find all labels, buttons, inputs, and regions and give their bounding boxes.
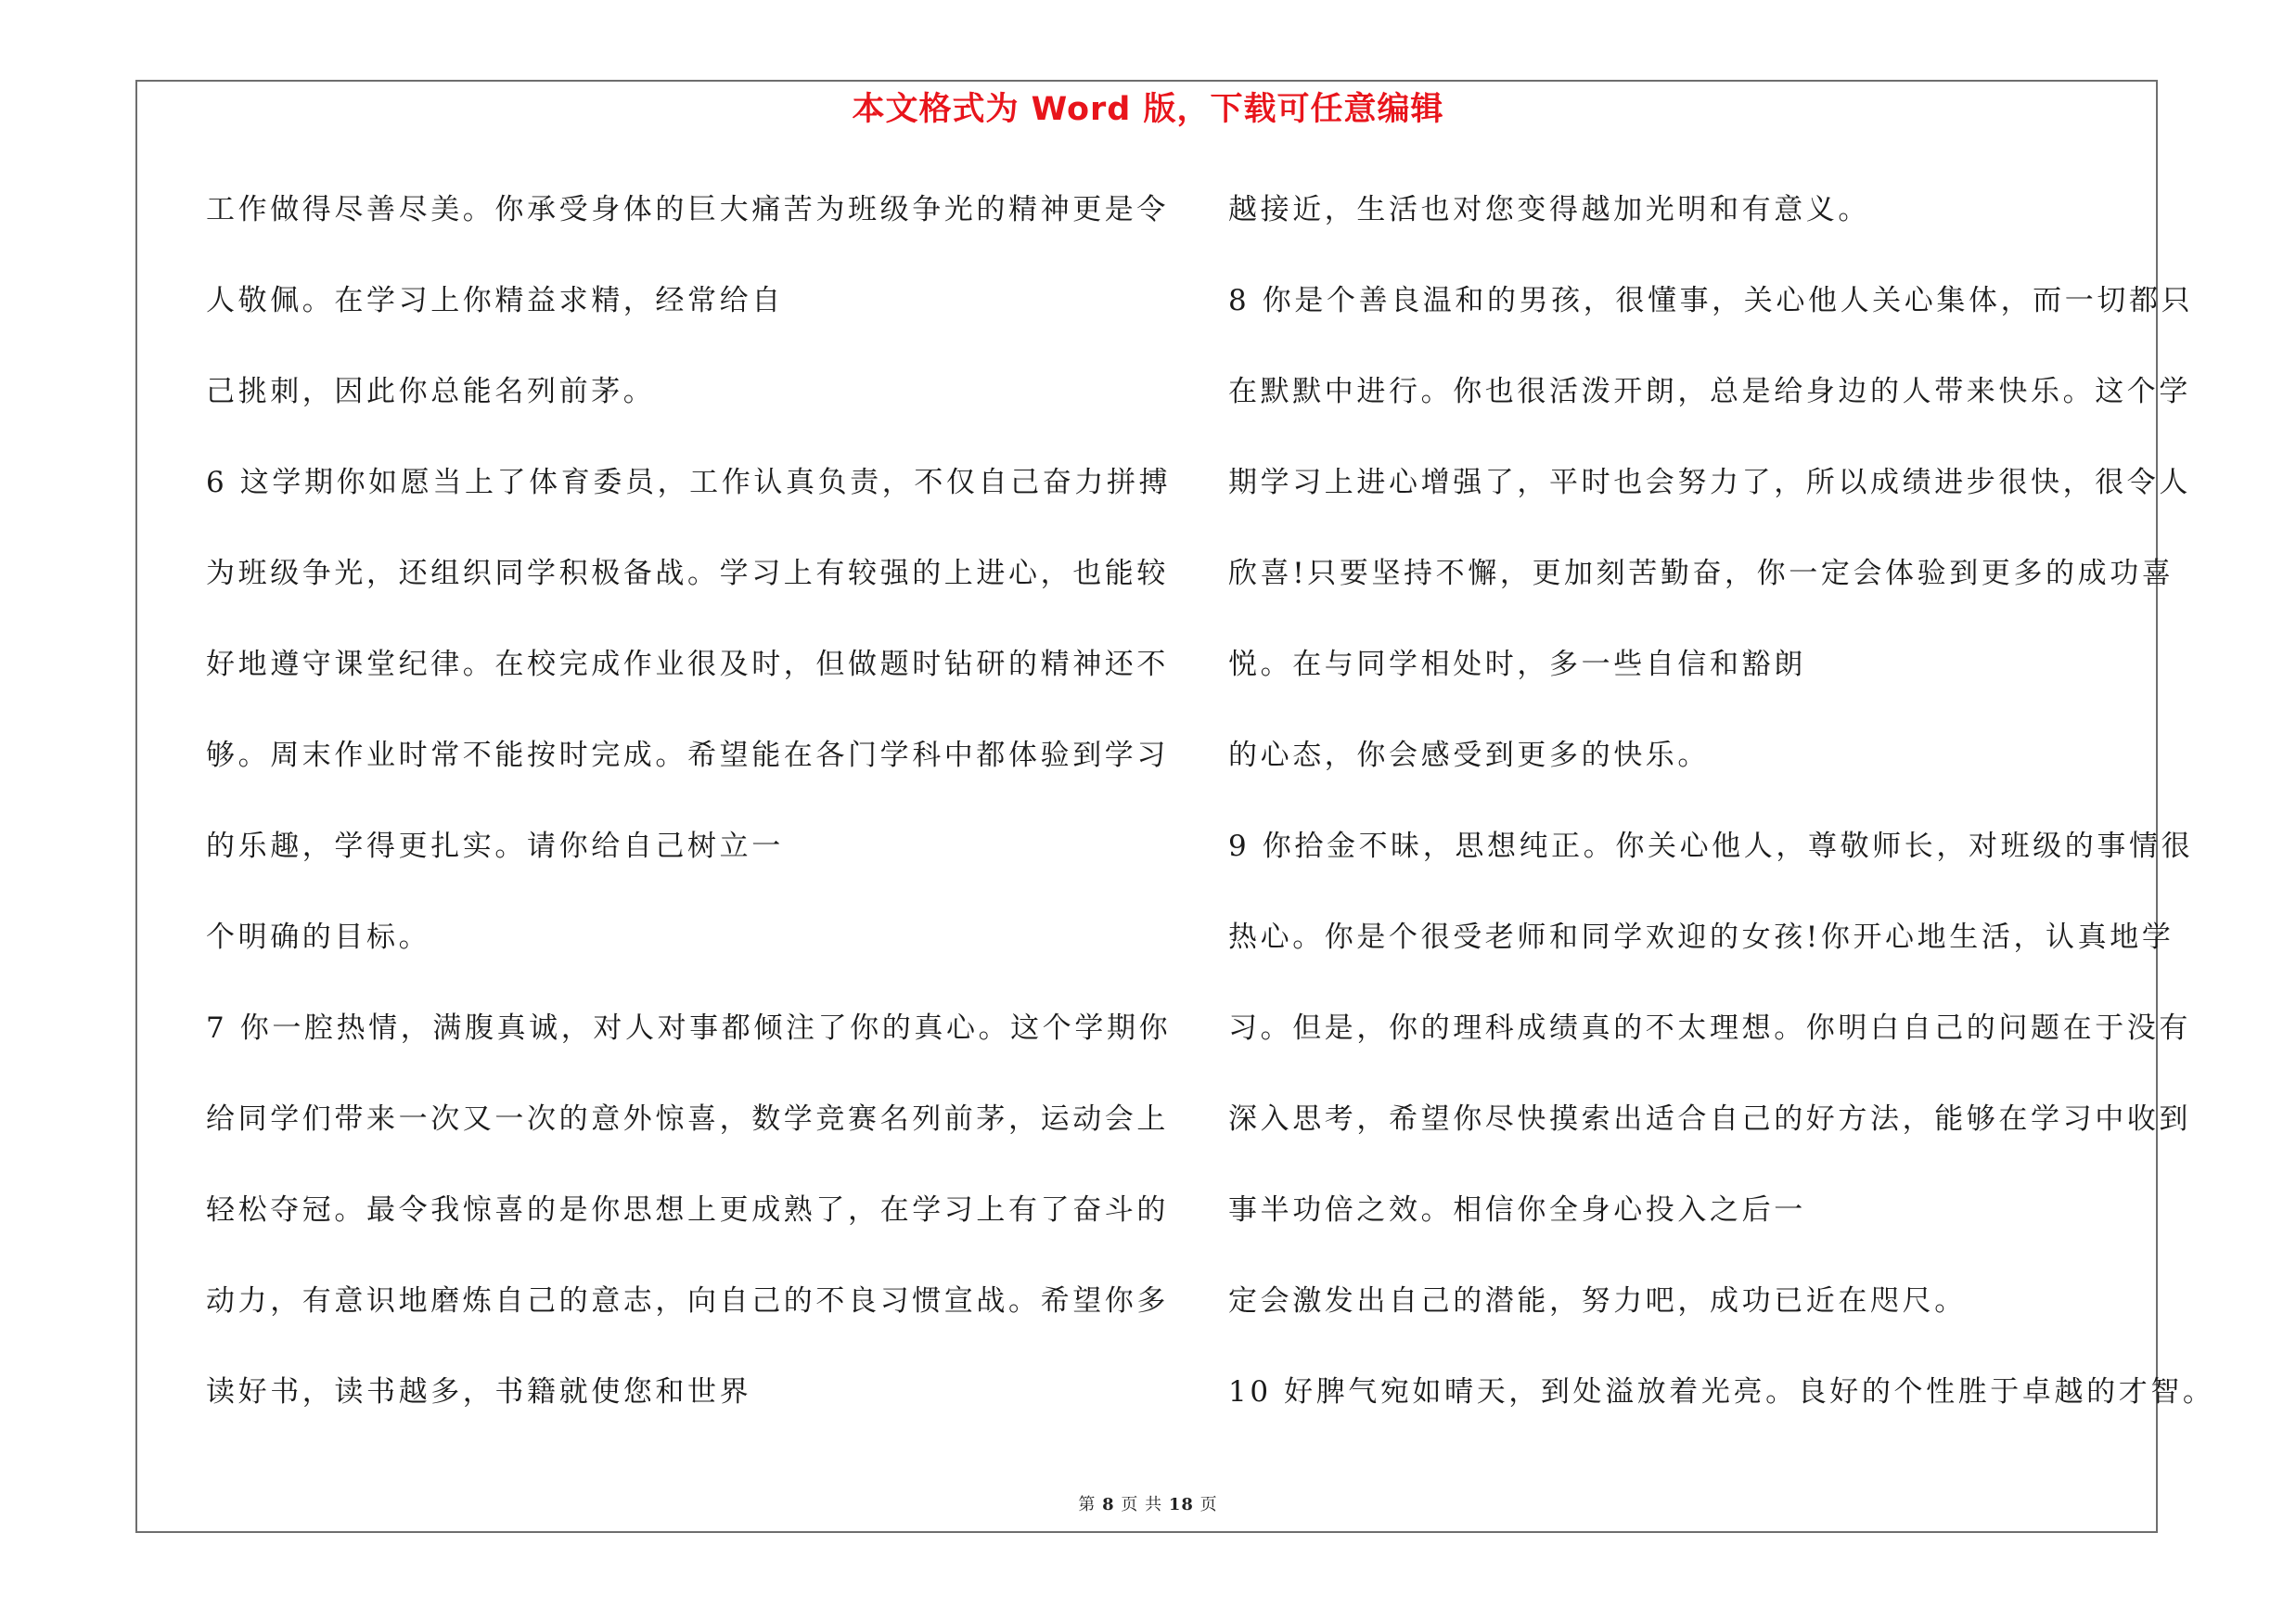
paragraph-line: 为班级争光，还组织同学积极备战。学习上有较强的上进心，也能较 xyxy=(206,557,1169,590)
paragraph-line: 习。但是，你的理科成绩真的不太理想。你明白自己的问题在于没有 xyxy=(1228,1011,2191,1045)
paragraph-line: 读好书，读书越多，书籍就使您和世界 xyxy=(206,1375,752,1409)
left-text-column xyxy=(206,187,1172,1461)
paragraph-line: 够。周末作业时常不能按时完成。希望能在各门学科中都体验到学习 xyxy=(206,739,1169,772)
paragraph-line: 悦。在与同学相处时，多一些自信和豁朗 xyxy=(1228,648,1806,681)
paragraph-line: 人敬佩。在学习上你精益求精，经常给自 xyxy=(206,284,784,317)
paragraph-line: 个明确的目标。 xyxy=(206,921,431,954)
current-page-number: 8 xyxy=(1102,1495,1115,1514)
paragraph-line: 8 你是个善良温和的男孩，很懂事，关心他人关心集体，而一切都只 xyxy=(1228,284,2194,317)
paragraph-line: 10 好脾气宛如晴天，到处溢放着光亮。良好的个性胜于卓越的才智。 xyxy=(1228,1375,2215,1409)
paragraph-line: 期学习上进心增强了，平时也会努力了，所以成绩进步很快，很令人 xyxy=(1228,466,2191,499)
paragraph-line: 越接近，生活也对您变得越加光明和有意义。 xyxy=(1228,193,1870,226)
paragraph-line: 深入思考，希望你尽快摸索出适合自己的好方法，能够在学习中收到 xyxy=(1228,1102,2191,1136)
paragraph-line: 热心。你是个很受老师和同学欢迎的女孩!你开心地生活，认真地学 xyxy=(1228,921,2174,954)
paragraph-line: 的乐趣，学得更扎实。请你给自己树立一 xyxy=(206,830,784,863)
total-pages-number: 18 xyxy=(1168,1495,1194,1514)
paragraph-line: 欣喜!只要坚持不懈，更加刻苦勤奋，你一定会体验到更多的成功喜 xyxy=(1228,557,2174,590)
paragraph-line: 7 你一腔热情，满腹真诚，对人对事都倾注了你的真心。这个学期你 xyxy=(206,1011,1172,1045)
footer-middle: 页 共 xyxy=(1121,1495,1163,1514)
paragraph-line: 9 你拾金不昧，思想纯正。你关心他人，尊敬师长，对班级的事情很 xyxy=(1228,830,2194,863)
paragraph-line: 轻松夺冠。最令我惊喜的是你思想上更成熟了，在学习上有了奋斗的 xyxy=(206,1193,1169,1227)
paragraph-line: 好地遵守课堂纪律。在校完成作业很及时，但做题时钻研的精神还不 xyxy=(206,648,1169,681)
page-footer xyxy=(0,1494,2296,1516)
footer-prefix: 第 xyxy=(1078,1495,1097,1514)
paragraph-line: 动力，有意识地磨炼自己的意志，向自己的不良习惯宣战。希望你多 xyxy=(206,1284,1169,1318)
paragraph-line: 己挑刺，因此你总能名列前茅。 xyxy=(206,375,656,408)
paragraph-line: 在默默中进行。你也很活泼开朗，总是给身边的人带来快乐。这个学 xyxy=(1228,375,2191,408)
document-header-title: 本文格式为 Word 版，下载可任意编辑 xyxy=(852,91,1444,128)
paragraph-line: 给同学们带来一次又一次的意外惊喜，数学竞赛名列前茅，运动会上 xyxy=(206,1102,1169,1136)
paragraph-line: 定会激发出自己的潜能，努力吧，成功已近在咫尺。 xyxy=(1228,1284,1967,1318)
right-text-column xyxy=(1228,187,2215,1461)
paragraph-line: 事半功倍之效。相信你全身心投入之后一 xyxy=(1228,1193,1806,1227)
footer-suffix: 页 xyxy=(1199,1495,1218,1514)
paragraph-line: 的心态，你会感受到更多的快乐。 xyxy=(1228,739,1710,772)
paragraph-line: 6 这学期你如愿当上了体育委员，工作认真负责，不仅自己奋力拼搏 xyxy=(206,466,1172,499)
paragraph-line: 工作做得尽善尽美。你承受身体的巨大痛苦为班级争光的精神更是令 xyxy=(206,193,1169,226)
